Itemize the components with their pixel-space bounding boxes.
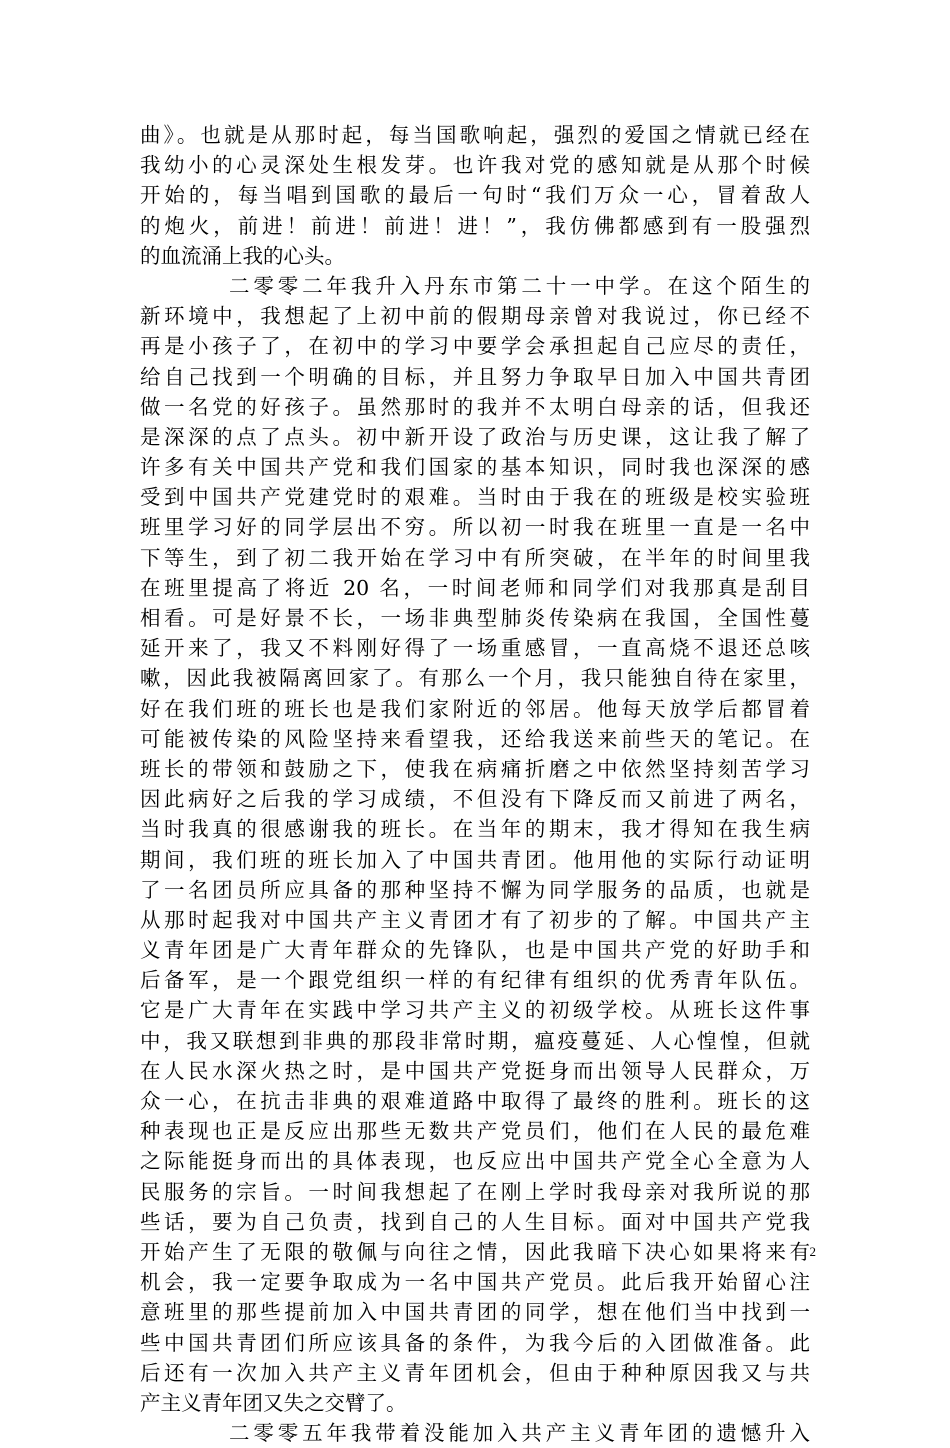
- text-line: 好在我们班的班长也是我们家附近的邻居。他每天放学后都冒着: [140, 696, 810, 721]
- text-line: 在班里提高了将近 20 名，一时间老师和同学们对我那真是刮目: [140, 575, 810, 600]
- text-line: 相看。可是好景不长，一场非典型肺炎传染病在我国，全国性蔓: [140, 606, 810, 630]
- text-line: 机会，我一定要争取成为一名中国共产党员。此后我开始留心注: [140, 1270, 810, 1295]
- text-line: 下等生，到了初二我开始在学习中有所突破，在半年的时间里我: [140, 545, 810, 570]
- text-line: 意班里的那些提前加入中国共青团的同学，想在他们当中找到一: [140, 1300, 810, 1325]
- page-number: 2: [809, 1244, 816, 1259]
- text-line: 是深深的点了点头。初中新开设了政治与历史课，这让我了解了: [140, 424, 810, 449]
- text-line: 之际能挺身而出的具体表现，也反应出中国共产党全心全意为人: [140, 1149, 810, 1174]
- text-line: 中，我又联想到非典的那段非常时期，瘟疫蔓延、人心惶惶，但就: [140, 1028, 810, 1053]
- text-line: 的炮火，前进！前进！前进！进！”，我仿佛都感到有一股强烈: [140, 213, 810, 238]
- text-line: 些话，要为自己负责，找到自己的人生目标。面对中国共产党我: [140, 1209, 810, 1234]
- text-line: 做一名党的好孩子。虽然那时的我并不太明白母亲的话，但我还: [140, 394, 810, 419]
- text-line: 我幼小的心灵深处生根发芽。也许我对党的感知就是从那个时候: [140, 153, 810, 178]
- text-line: 当时我真的很感谢我的班长。在当年的期末，我才得知在我生病: [140, 817, 810, 842]
- text-line: 民服务的宗旨。一时间我想起了在刚上学时我母亲对我所说的那: [140, 1179, 810, 1204]
- text-line: 期间，我们班的班长加入了中国共青团。他用他的实际行动证明: [140, 847, 810, 872]
- text-line: 些中国共青团们所应该具备的条件，为我今后的入团做准备。此: [140, 1330, 810, 1355]
- text-line: 从那时起我对中国共产主义青团才有了初步的了解。中国共产主: [140, 907, 810, 932]
- text-line: 开始的，每当唱到国歌的最后一句时“我们万众一心，冒着敌人: [140, 183, 810, 208]
- text-line: 班里学习好的同学层出不穷。所以初一时我在班里一直是一名中: [140, 515, 810, 540]
- text-line: 受到中国共产党建党时的艰难。当时由于我在的班级是校实验班: [140, 485, 810, 510]
- text-line: 义青年团是广大青年群众的先锋队，也是中国共产党的好助手和: [140, 938, 810, 963]
- text-line: 再是小孩子了，在初中的学习中要学会承担起自己应尽的责任，: [140, 334, 810, 359]
- text-line: 了一名团员所应具备的那种坚持不懈为同学服务的品质，也就是: [140, 877, 810, 902]
- text-line: 新环境中，我想起了上初中前的假期母亲曾对我说过，你已经不: [140, 304, 810, 329]
- text-line: 嗽，因此我被隔离回家了。有那么一个月，我只能独自待在家里，: [140, 666, 810, 691]
- text-line: 开始产生了无限的敬佩与向往之情，因此我暗下决心如果将来有: [140, 1239, 810, 1264]
- text-line: 在人民水深火热之时，是中国共产党挺身而出领导人民群众，万: [140, 1058, 810, 1083]
- text-line: 后备军，是一个跟党组织一样的有纪律有组织的优秀青年队伍。: [140, 968, 810, 993]
- text-line: 班长的带领和鼓励之下，使我在病痛折磨之中依然坚持刻苦学习: [140, 756, 810, 781]
- text-line: 因此病好之后我的学习成绩，不但没有下降反而又前进了两名，: [140, 787, 810, 812]
- text-line: 它是广大青年在实践中学习共产主义的初级学校。从班长这件事: [140, 998, 810, 1023]
- text-line: 可能被传染的风险坚持来看望我，还给我送来前些天的笔记。在: [140, 726, 810, 751]
- text-line: 的血流涌上我的心头。: [140, 243, 345, 268]
- text-line: 给自己找到一个明确的目标，并且努力争取早日加入中国共青团: [140, 364, 810, 389]
- text-line: 后还有一次加入共产主义青年团机会，但由于种种原因我又与共: [140, 1360, 810, 1385]
- body-text: [140, 120, 810, 1448]
- paragraph-first-line: 二零零二年我升入丹东市第二十一中学。在这个陌生的: [229, 273, 810, 298]
- text-line: 众一心，在抗击非典的艰难道路中取得了最终的胜利。班长的这: [140, 1089, 810, 1113]
- text-line: 种表现也正是反应出那些无数共产党员们，他们在人民的最危难: [140, 1119, 810, 1144]
- text-line: 延开来了，我又不料刚好得了一场重感冒，一直高烧不退还总咳: [140, 636, 810, 661]
- text-line: 产主义青年团又失之交臂了。: [140, 1390, 407, 1415]
- paragraph-first-line: 二零零五年我带着没能加入共产主义青年团的遗憾升入: [229, 1421, 810, 1446]
- text-line: 曲》。也就是从那时起，每当国歌响起，强烈的爱国之情就已经在: [140, 123, 810, 147]
- text-line: 许多有关中国共产党和我们国家的基本知识，同时我也深深的感: [140, 455, 810, 480]
